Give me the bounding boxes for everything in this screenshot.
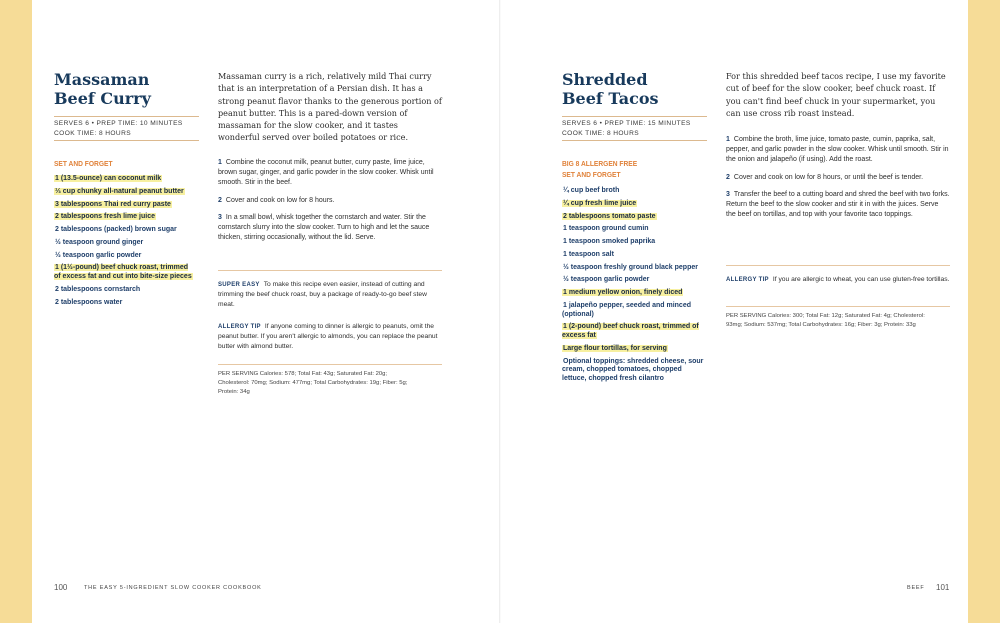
tag-label: SET AND FORGET xyxy=(54,159,113,168)
ingredient-text: 3 tablespoons Thai red curry paste xyxy=(55,200,171,208)
nutrition-info: PER SERVING Calories: 578; Total Fat: 43g; Saturated Fat: 20g; Cholesterol: 70mg; Sodium: 477mg; Total Carbohydrates: 19g; Fiber: 5g; Protein: 34g xyxy=(218,371,408,395)
ingredient-item xyxy=(562,358,707,384)
ingredient-item xyxy=(54,175,194,184)
ingredient-text: 2 tablespoons cornstarch xyxy=(55,285,141,293)
recipe-title-massaman xyxy=(54,70,214,108)
step-text: Transfer the beef to a cutting board and shred the beef with two forks. Return the beef to the slow cooker and stir it in with the juices. Serve the beef on tortillas, and top with your favorite taco toppings. xyxy=(726,190,950,219)
step-item xyxy=(726,173,950,183)
step-text: In a small bowl, whisk together the cornstarch and water. Stir the cornstarch slurry into the slow cooker. Turn to high and let the sauce thicken, stirring occasionally, without the lid. Serve. xyxy=(218,213,430,242)
recipe-intro: Massaman curry is a rich, relatively mild Thai curry that is an interpretation of a Persian dish. It has a strong peanut flavor thanks to the generous portion of peanut butter. This is a pared-down version of massaman for the slow cooker, and it tastes wonderful served over boiled potatoes or rice. xyxy=(218,71,442,143)
divider xyxy=(218,364,442,365)
ingredient-text: ½ teaspoon freshly ground black pepper xyxy=(563,263,698,271)
meta-cook-time: COOK TIME: 8 HOURS xyxy=(562,129,640,137)
meta-serves-prep: SERVES 6 • PREP TIME: 10 MINUTES xyxy=(54,120,183,127)
step-list xyxy=(218,158,442,250)
ingredient-item xyxy=(562,213,707,222)
ingredient-item xyxy=(562,200,707,209)
ingredient-item xyxy=(562,187,707,196)
ingredient-text: 1 medium yellow onion, finely diced xyxy=(563,289,683,297)
recipe-intro: For this shredded beef tacos recipe, I use my favorite cut of beef for the slow cooker, beef chuck roast. If you can't find beef chuck in your supermarket, you can use cross rib roast instead. xyxy=(726,71,946,118)
ingredient-item xyxy=(562,238,707,247)
step-number: 1 xyxy=(218,159,222,166)
ingredient-text: Optional toppings: shredded cheese, sour cream, chopped tomatoes, chopped lettuce, chopped fresh cilantro xyxy=(562,357,704,382)
ingredient-item xyxy=(562,289,707,298)
title-line: Beef Tacos xyxy=(562,89,659,108)
tip-text: To make this recipe even easier, instead of cutting and trimming the beef chuck roast, buy a package of ready-to-go beef stew meat. xyxy=(218,281,427,309)
step-number: 3 xyxy=(726,190,730,198)
recipe-tags xyxy=(562,158,697,180)
ingredient-item xyxy=(562,276,707,285)
ingredient-text: 2 tablespoons tomato paste xyxy=(563,212,656,220)
page-number-left: 100 xyxy=(54,583,68,592)
step-text: Cover and cook on low for 8 hours. xyxy=(225,196,335,204)
ingredient-text: 1 (13.5-ounce) can coconut milk xyxy=(55,175,162,182)
ingredient-text: ½ teaspoon ground ginger xyxy=(55,238,144,246)
step-text: Combine the broth, lime juice, tomato paste, cumin, paprika, salt, pepper, and garlic powder in the slow cooker. Whisk until smooth. Stir in the onion and jalapeño (if using). Add the roast. xyxy=(726,136,949,164)
title-line: Massaman xyxy=(54,70,150,89)
tip-label: SUPER EASY xyxy=(218,282,260,288)
step-item xyxy=(218,196,442,206)
step-number: 2 xyxy=(726,173,730,181)
meta-cook-time: COOK TIME: 8 HOURS xyxy=(54,129,132,137)
tip-super-easy xyxy=(218,280,442,310)
ingredient-item xyxy=(54,201,194,210)
tag-label: BIG 8 ALLERGEN FREE xyxy=(562,159,638,168)
tip-text: If anyone coming to dinner is allergic to peanuts, omit the peanut butter. If you aren't allergic to almonds, you can replace the peanut butter with almond butter. xyxy=(218,323,438,351)
ingredient-item xyxy=(54,226,194,235)
ingredient-item xyxy=(54,299,194,308)
recipe-tags xyxy=(54,158,189,169)
recipe-meta xyxy=(54,116,199,141)
step-item xyxy=(726,135,950,166)
tip-allergy xyxy=(726,275,950,285)
step-item xyxy=(218,158,442,189)
ingredient-item xyxy=(54,213,194,222)
ingredient-text: 1 teaspoon smoked paprika xyxy=(563,238,656,246)
ingredient-item xyxy=(54,188,194,197)
divider xyxy=(726,265,950,266)
page-gutter xyxy=(499,0,501,623)
tip-allergy xyxy=(218,322,442,352)
step-text: Combine the coconut milk, peanut butter, curry paste, lime juice, brown sugar, ginger, and garlic powder in the slow cooker. Whisk until smooth. Stir in the beef. xyxy=(218,159,434,187)
ingredient-text: 1 teaspoon ground cumin xyxy=(563,225,649,233)
title-line: Shredded xyxy=(562,70,648,89)
divider xyxy=(726,306,950,307)
title-line: Beef Curry xyxy=(54,89,151,108)
step-item xyxy=(726,190,950,221)
step-item xyxy=(218,213,442,244)
ingredient-text: ¼ cup beef broth xyxy=(563,187,620,194)
recipe-meta xyxy=(562,116,707,141)
ingredient-item xyxy=(54,239,194,248)
running-footer-section: BEEF xyxy=(907,585,925,591)
step-number: 2 xyxy=(218,196,222,204)
ingredient-text: ⅓ cup chunky all-natural peanut butter xyxy=(55,187,184,195)
ingredient-text: ½ teaspoon garlic powder xyxy=(55,251,142,259)
ingredient-item xyxy=(562,225,707,234)
ingredient-text: 2 tablespoons water xyxy=(55,298,123,306)
step-number: 3 xyxy=(218,213,222,221)
ingredient-text: 1 teaspoon salt xyxy=(563,250,614,258)
tip-text: If you are allergic to wheat, you can use gluten-free tortillas. xyxy=(772,276,950,283)
ingredient-item xyxy=(562,302,707,319)
ingredient-list xyxy=(562,187,707,388)
nutrition-info: PER SERVING Calories: 300; Total Fat: 12g; Saturated Fat: 4g; Cholesterol: 93mg; Sodium: 537mg; Total Carbohydrates: 16g; Fiber: 3g; Protein: 33g xyxy=(726,313,925,328)
ingredient-text: 2 tablespoons (packed) brown sugar xyxy=(55,226,177,234)
step-list xyxy=(726,135,950,227)
page-number-right: 101 xyxy=(936,583,950,592)
ingredient-text: 1 (2-pound) beef chuck roast, trimmed of excess fat xyxy=(562,323,699,339)
ingredient-text: ¼ cup fresh lime juice xyxy=(563,199,637,207)
ingredient-item xyxy=(562,323,707,340)
tip-label: ALLERGY TIP xyxy=(218,324,261,330)
ingredient-list xyxy=(54,175,194,311)
ingredient-item xyxy=(54,264,194,281)
recipe-title-shredded-beef-tacos xyxy=(562,70,722,108)
step-number: 1 xyxy=(726,136,730,143)
ingredient-item xyxy=(562,264,707,273)
ingredient-item xyxy=(562,345,707,354)
ingredient-text: 1 jalapeño pepper, seeded and minced (optional) xyxy=(562,302,691,318)
tag-label: SET AND FORGET xyxy=(562,170,621,179)
ingredient-text: ½ teaspoon garlic powder xyxy=(563,276,650,284)
running-footer-book-title: THE EASY 5-INGREDIENT SLOW COOKER COOKBOOK xyxy=(84,585,262,591)
tip-label: ALLERGY TIP xyxy=(726,277,769,283)
meta-serves-prep: SERVES 6 • PREP TIME: 15 MINUTES xyxy=(562,120,691,127)
ingredient-text: 2 tablespoons fresh lime juice xyxy=(55,213,155,221)
ingredient-item xyxy=(54,286,194,295)
ingredient-item xyxy=(562,251,707,260)
ingredient-text: 1 (1½-pound) beef chuck roast, trimmed of excess fat and cut into bite-size pieces xyxy=(54,264,192,281)
ingredient-text: Large flour tortillas, for serving xyxy=(563,344,667,352)
ingredient-item xyxy=(54,252,194,261)
step-text: Cover and cook on low for 8 hours, or until the beef is tender. xyxy=(733,173,924,181)
divider xyxy=(218,270,442,271)
